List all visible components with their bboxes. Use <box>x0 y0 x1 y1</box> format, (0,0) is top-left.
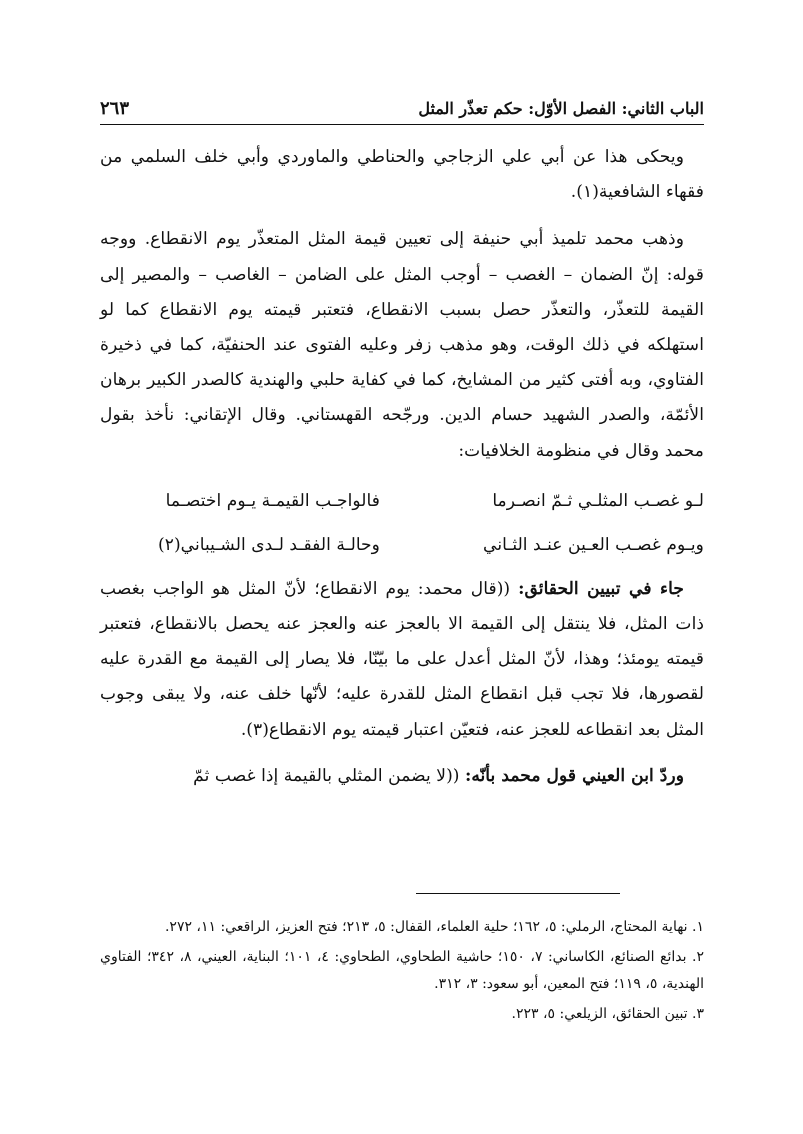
paragraph-4 <box>100 759 704 794</box>
poem-hemistich: فالواجـب القيمـة يـوم اختصـما <box>165 491 380 512</box>
paragraph-1: ويحكى هذا عن أبي علي الزجاجي والحناطي والماوردي وأبي خلف السلمي من فقهاء الشافعية(١). <box>100 147 704 203</box>
footnote-2: ٢. بدائع الصنائع، الكاساني: ٧، ١٥٠؛ حاشية الطحاوي، الطحاوي: ٤، ١٠١؛ البناية، العيني، ٨، ٣٤٢؛ الفتاوي الهندية، ٥، ١١٩؛ فتح المعين، أبو سعود: ٣، ٣١٢. <box>100 949 705 992</box>
poem-hemistich: وحالـة الفقـد لـدى الشـيباني(٢) <box>157 535 380 556</box>
footnote-1: ١. نهاية المحتاج، الرملي: ٥، ١٦٢؛ حلية العلماء، القفال: ٥، ٢١٣؛ فتح العزيز، الراقعي: ١١، ٢٧٢. <box>164 919 704 935</box>
paragraph-2: وذهب محمد تلميذ أبي حنيفة إلى تعيين قيمة المثل المتعذّر يوم الانقطاع. ووجه قوله: إنّ الضمان – الغصب – أوجب المثل على الضامن – الغاصب – والمصير إلى القيمة للتعذّر، والتعذّر حصل بسبب الانقطاع، فتعتبر قيمته يوم الانقطاع كما لو استهلكه في ذلك الوقت، وهو مذهب زفر وعليه الفتوى عند الحنفيّة، كما في ذخيرة الفتاوي، وبه أفتى كثير من المشايخ، كما في كفاية حلبي والهندية كالصدر الكبير برهان الأئمّة، والصدر الشهيد حسام الدين. ورجّحه القهستاني. وقال الإتقاني: نأخذ بقول محمد وقال في منظومة الخلافيات: <box>100 229 704 461</box>
paragraph-3 <box>100 572 704 748</box>
paragraph-3-lead: جاء في تبيين الحقائق: <box>518 578 684 599</box>
page-number: ٢٦٣ <box>100 97 130 119</box>
poem-hemistich: ويـوم غصـب العـين عنـد الثـاني <box>483 535 704 556</box>
poem-hemistich: لـو غصـب المثلـي ثـمّ انصـرما <box>492 491 704 512</box>
footnote-3: ٣. تبين الحقائق، الزيلعي: ٥، ٢٢٣. <box>511 1006 704 1022</box>
chapter-title: الباب الثاني: الفصل الأوّل: حكم تعذّر المثل <box>418 98 704 118</box>
running-header <box>100 92 704 125</box>
footnotes <box>100 914 704 1031</box>
paragraph-4-lead: وردّ ابن العيني قول محمد بأنّه: <box>464 765 684 786</box>
footnote-separator <box>416 893 620 894</box>
main-text <box>100 140 704 805</box>
paragraph-4-text: ((لا يضمن المثلي بالقيمة إذا غصب ثمّ <box>193 765 465 786</box>
paragraph-3-text: ((قال محمد: يوم الانقطاع؛ لأنّ المثل هو الواجب بغصب ذات المثل، فلا ينتقل إلى القيمة الا بالعجز عنه والعجز عنه يحصل بالانقطاع، فتعتبر قيمته يومئذ؛ وهذا، لأنّ المثل أعدل على ما بيّنّا، فلا يصار إلى القيمة مع القدرة عليه لقصورها، فلا تجب قبل انقطاع المثل للقدرة عليه؛ لأنّها خلف عنه، ولا يبقى وجوب المثل بعد انقطاعه للعجز عنه، فتعيّن اعتبار قيمته يوم الانقطاع(٣). <box>100 578 704 740</box>
poem <box>100 480 704 568</box>
poem-verse-1 <box>100 480 704 524</box>
poem-verse-2 <box>100 524 704 568</box>
